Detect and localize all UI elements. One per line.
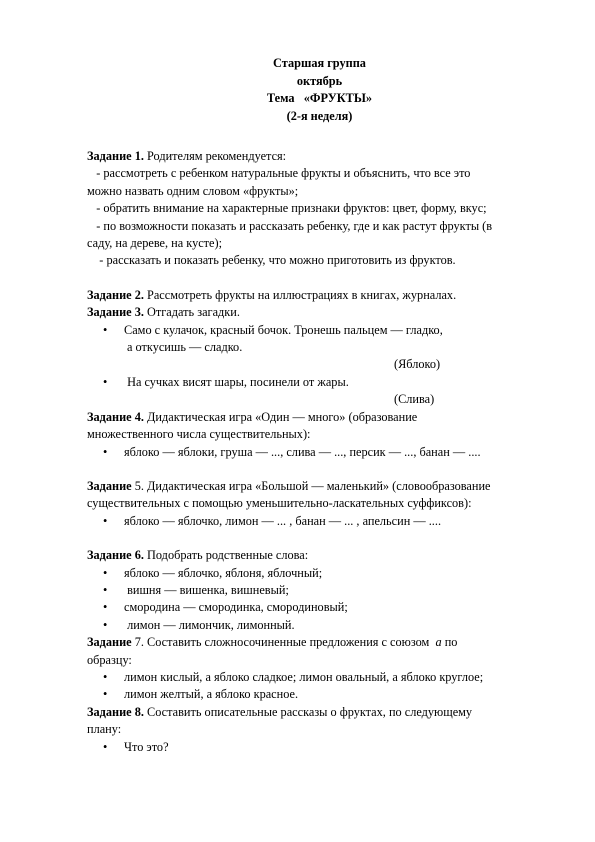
task5-heading bbox=[87, 478, 557, 495]
list-item: • лимон кислый, а яблоко сладкое; лимон овальный, а яблоко круглое; bbox=[87, 669, 557, 686]
list-item: • яблоко — яблочко, лимон — ... , банан — ... , апельсин — .... bbox=[87, 513, 557, 530]
task1-line-6: - рассказать и показать ребенку, что можно приготовить из фруктов. bbox=[87, 253, 456, 268]
list-item: • Само с кулачок, красный бочок. Тронешь пальцем — гладко, bbox=[87, 322, 557, 339]
spacer bbox=[87, 461, 557, 478]
task3-label: Задание 3. bbox=[87, 305, 144, 320]
task7-heading bbox=[87, 634, 557, 651]
task1-label: Задание 1. bbox=[87, 149, 144, 163]
task7-label: Задание bbox=[87, 635, 132, 650]
task3-heading bbox=[87, 304, 557, 321]
list-item: • яблоко — яблочко, яблоня, яблочный; bbox=[87, 565, 557, 582]
task4-heading-cont: множественного числа существительных): bbox=[87, 427, 311, 442]
header-month: октябрь bbox=[296, 73, 343, 88]
task1-line-4: - по возможности показать и рассказать ребенку, где и как растут фрукты (в bbox=[87, 218, 493, 233]
riddle1-answer: (Яблоко) bbox=[394, 357, 441, 372]
task6-text: Подобрать родственные слова: bbox=[143, 548, 309, 563]
header-topic: Тема «ФРУКТЫ» bbox=[266, 91, 373, 105]
task1-line-1: - рассмотреть с ребенком натуральные фрукты и объяснить, что все это bbox=[87, 166, 471, 181]
task5-label: Задание bbox=[87, 478, 132, 493]
list-item: • лимон — лимончик, лимонный. bbox=[87, 617, 557, 634]
task1-line-5: саду, на дереве, на кусте); bbox=[87, 236, 223, 251]
task7-text: 7. Составить сложносочиненные предложения с союзом bbox=[131, 635, 436, 650]
header-group: Старшая группа bbox=[273, 56, 366, 70]
task4-heading bbox=[87, 409, 557, 426]
task7-conjunction: а bbox=[435, 635, 442, 650]
spacer bbox=[87, 270, 557, 287]
task5-list bbox=[87, 513, 557, 530]
task4-text: Дидактическая игра «Один — много» (образование bbox=[143, 409, 418, 424]
riddle2-answer: (Слива) bbox=[394, 392, 435, 407]
task6-label: Задание 6. bbox=[87, 548, 144, 563]
task2-text: Рассмотреть фрукты на иллюстрациях в книгах, журналах. bbox=[143, 287, 457, 302]
task5-text: 5. Дидактическая игра «Большой — маленький» (словообразование bbox=[131, 478, 491, 493]
document-body bbox=[87, 148, 557, 756]
task8-heading bbox=[87, 704, 557, 721]
task5-heading-cont: существительных с помощью уменьшительно-ласкательных суффиксов): bbox=[87, 496, 472, 511]
task1-heading bbox=[87, 148, 557, 165]
task8-text: Составить описательные рассказы о фруктах, по следующему bbox=[143, 704, 473, 719]
list-item: • смородина — смородинка, смородиновый; bbox=[87, 599, 557, 616]
task2-label: Задание 2. bbox=[87, 287, 144, 302]
list-item: • Что это? bbox=[87, 739, 557, 756]
task8-label: Задание 8. bbox=[87, 704, 144, 719]
task1-line-2: можно назвать одним словом «фрукты»; bbox=[87, 183, 299, 198]
task8-list bbox=[87, 739, 557, 756]
task3-list bbox=[87, 322, 557, 409]
list-item: • вишня — вишенка, вишневый; bbox=[87, 582, 557, 599]
task7-text-end: по bbox=[441, 635, 458, 650]
task8-heading-cont: плану: bbox=[87, 722, 122, 737]
task4-label: Задание 4. bbox=[87, 409, 144, 424]
spacer bbox=[87, 530, 557, 547]
riddle1-continuation: а откусишь — сладко. bbox=[127, 340, 243, 355]
task1-text: Родителям рекомендуется: bbox=[143, 149, 287, 163]
task6-heading bbox=[87, 547, 557, 564]
list-item: • На сучках висят шары, посинели от жары. bbox=[87, 374, 557, 391]
task7-list bbox=[87, 669, 557, 704]
list-item: • яблоко — яблоки, груша — ..., слива — ..., персик — ..., банан — .... bbox=[87, 444, 557, 461]
task2-heading bbox=[87, 287, 557, 304]
task3-text: Отгадать загадки. bbox=[143, 305, 240, 320]
task6-list bbox=[87, 565, 557, 635]
list-item: • лимон желтый, а яблоко красное. bbox=[87, 686, 557, 703]
task4-list bbox=[87, 444, 557, 461]
document-header bbox=[0, 55, 595, 125]
task1-line-3: - обратить внимание на характерные признаки фруктов: цвет, форму, вкус; bbox=[87, 201, 487, 216]
header-week: (2-я неделя) bbox=[286, 108, 353, 123]
task7-heading-cont: образцу: bbox=[87, 652, 132, 667]
